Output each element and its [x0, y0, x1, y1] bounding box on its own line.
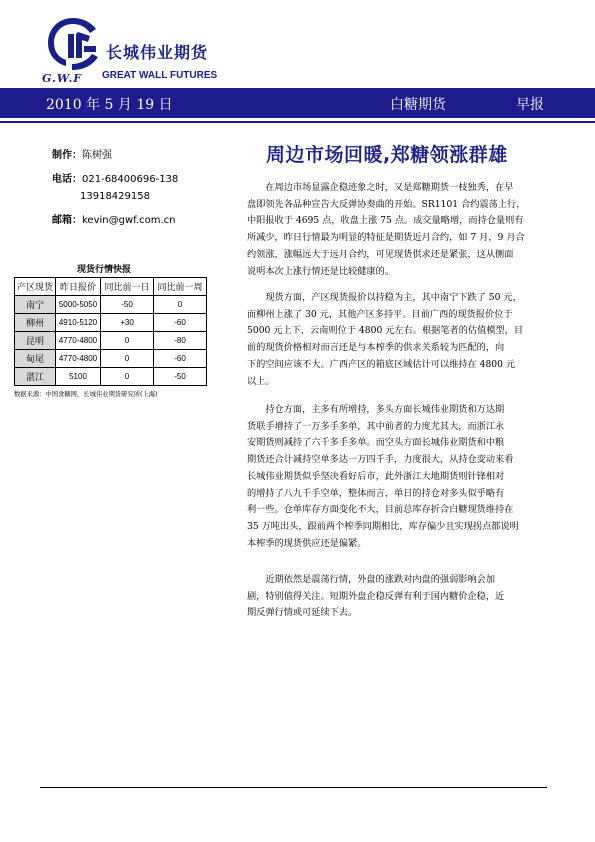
- paragraph-line: 期货还合计减持空单多达一万四千手，力度很大，从持仓变动来看: [247, 454, 514, 466]
- paragraph-line: 中阳报收于 4695 点，收盘上涨 75 点。成交量略增，而持仓量则有: [247, 215, 524, 227]
- phone-row: [52, 170, 178, 185]
- report-category: 白糖期货: [390, 97, 446, 113]
- city-cell: 南宁: [15, 296, 56, 314]
- mobile-number: 13918429158: [80, 191, 150, 202]
- week-change-cell: -50: [154, 368, 207, 386]
- paragraph-line: 货联手增持了一万多手多单，其中前者的力度尤其大，而浙江永: [247, 420, 505, 432]
- footer-divider: [40, 787, 547, 788]
- paragraph-line: 所减少，昨日行情最为明显的特征是期货近月合约，如 7 月，9 月合: [247, 232, 525, 244]
- table-header-row: [15, 278, 207, 296]
- column-header: 昨日报价: [56, 278, 101, 296]
- week-change-cell: -80: [154, 332, 207, 350]
- table-row: [15, 314, 207, 332]
- paragraph-outlook: [247, 572, 547, 622]
- logo-abbreviation: G.W.F: [42, 72, 83, 85]
- phone-number: 021-68400696-138: [82, 174, 179, 185]
- paragraph-line: 的增持了八九千手空单，整体而言，单日的持仓对多头似乎略有: [247, 487, 505, 499]
- paragraph-line: 期反弹行情或可延续下去。: [247, 607, 358, 619]
- table-row: [15, 368, 207, 386]
- phone-label: 电话：: [52, 174, 82, 185]
- week-change-cell: 0: [154, 296, 207, 314]
- day-change-cell: 0: [101, 368, 154, 386]
- paragraph-spot: [247, 290, 547, 390]
- city-cell: 柳州: [15, 314, 56, 332]
- header-band: [0, 88, 595, 118]
- paragraph-line: 本榨季的现货供应还是偏紧。: [247, 537, 367, 549]
- city-cell: 湛江: [15, 368, 56, 386]
- maker-row: [52, 146, 112, 161]
- day-change-cell: 0: [101, 350, 154, 368]
- price-cell: 5100: [56, 368, 101, 386]
- maker-name: 陈树强: [82, 150, 112, 161]
- paragraph-line: 5000 元上下，云南则位于 4800 元左右。根据笔者的估值模型，目: [247, 325, 524, 337]
- paragraph-line: 在周边市场显露企稳迹象之时，又是郑糖期货一枝独秀，在早: [247, 182, 514, 193]
- paragraph-line: 约领涨，涨幅远大于远月合约，可见现货供求还是紧张，这从侧面: [247, 248, 514, 260]
- spot-table-title: 现货行情快报: [76, 265, 131, 275]
- paragraph-line: 前的现货价格相对而言还是与本榨季的供求关系较为匹配的，向: [247, 342, 505, 354]
- report-date: 2010 年 5 月 19 日: [46, 97, 173, 113]
- paragraph-line: 35 万吨出头，跟前两个榨季同期相比，库存偏少且实现拐点都说明: [247, 520, 519, 532]
- email-label: 邮箱：: [52, 215, 82, 226]
- data-source-note: 数据来源：中国食糖网，长城伟业期货研究所(上海): [14, 391, 158, 398]
- report-title: 周边市场回暖,郑糖领涨群雄: [266, 144, 508, 166]
- week-change-cell: -60: [154, 350, 207, 368]
- column-header: 产区现货: [15, 278, 56, 296]
- paragraph-line: 持仓方面，主多有所增持，多头方面长城伟业期货和万达期: [247, 404, 505, 415]
- city-cell: 昆明: [15, 332, 56, 350]
- paragraph-line: 以上。: [247, 375, 275, 387]
- price-cell: 4770-4800: [56, 350, 101, 368]
- maker-label: 制作：: [52, 150, 82, 161]
- city-cell: 甸尾: [15, 350, 56, 368]
- column-header: 同比前一日: [101, 278, 154, 296]
- paragraph-line: 现货方面，产区现货报价以持稳为主，其中南宁下跌了 50 元，: [247, 292, 522, 303]
- company-name-en: GREAT WALL FUTURES: [102, 70, 218, 81]
- table-row: [15, 350, 207, 368]
- paragraph-line: 下的空间应该不大。广西产区的箱底区域估计可以维持在 4800 元: [247, 358, 516, 370]
- paragraph-line: 安期货则减持了六千多手多单。而空头方面长城伟业期货和中粮: [247, 437, 505, 449]
- paragraph-line: 近期依然是震荡行情，外盘的涨跌对内盘的强弱影响会加: [247, 574, 496, 585]
- day-change-cell: 0: [101, 332, 154, 350]
- day-change-cell: +30: [101, 314, 154, 332]
- price-cell: 4770-4800: [56, 332, 101, 350]
- company-logo: [40, 14, 240, 84]
- week-change-cell: -60: [154, 314, 207, 332]
- paragraph-positions: [247, 402, 547, 552]
- paragraph-line: 剧，特别值得关注。短期外盘企稳反弹有利于国内糖价企稳，近: [247, 590, 505, 602]
- gwf-logo-icon: [44, 14, 102, 70]
- company-name-cn: 长城伟业期货: [106, 43, 209, 62]
- table-row: [15, 332, 207, 350]
- paragraph-line: 说明本次上涨行情还是比较健康的。: [247, 265, 394, 277]
- paragraph-line: 而柳州上涨了 30 元，其他产区多持平。目前广西的现货报价位于: [247, 308, 513, 320]
- day-change-cell: -50: [101, 296, 154, 314]
- paragraph-market: [247, 180, 547, 280]
- email-row: [52, 211, 176, 226]
- mobile-row: [80, 191, 150, 202]
- email-address[interactable]: kevin@gwf.com.cn: [82, 215, 176, 226]
- price-cell: 5000-5050: [56, 296, 101, 314]
- table-row: [15, 296, 207, 314]
- report-type: 早报: [516, 97, 544, 113]
- paragraph-line: 盘即领先各品种宣告大反弹协奏曲的开始。SR1101 合约震荡上行，: [247, 198, 526, 210]
- column-header: 同比前一周: [154, 278, 207, 296]
- spot-price-table: [14, 277, 207, 386]
- paragraph-line: 长城伟业期货似乎坚决看好后市，此外浙江大地期货则针锋相对: [247, 470, 505, 482]
- price-cell: 4910-5120: [56, 314, 101, 332]
- header-divider: [0, 121, 595, 123]
- paragraph-line: 利一些。仓单库存方面变化不大，目前总库存折合白糖现货维持在: [247, 504, 514, 516]
